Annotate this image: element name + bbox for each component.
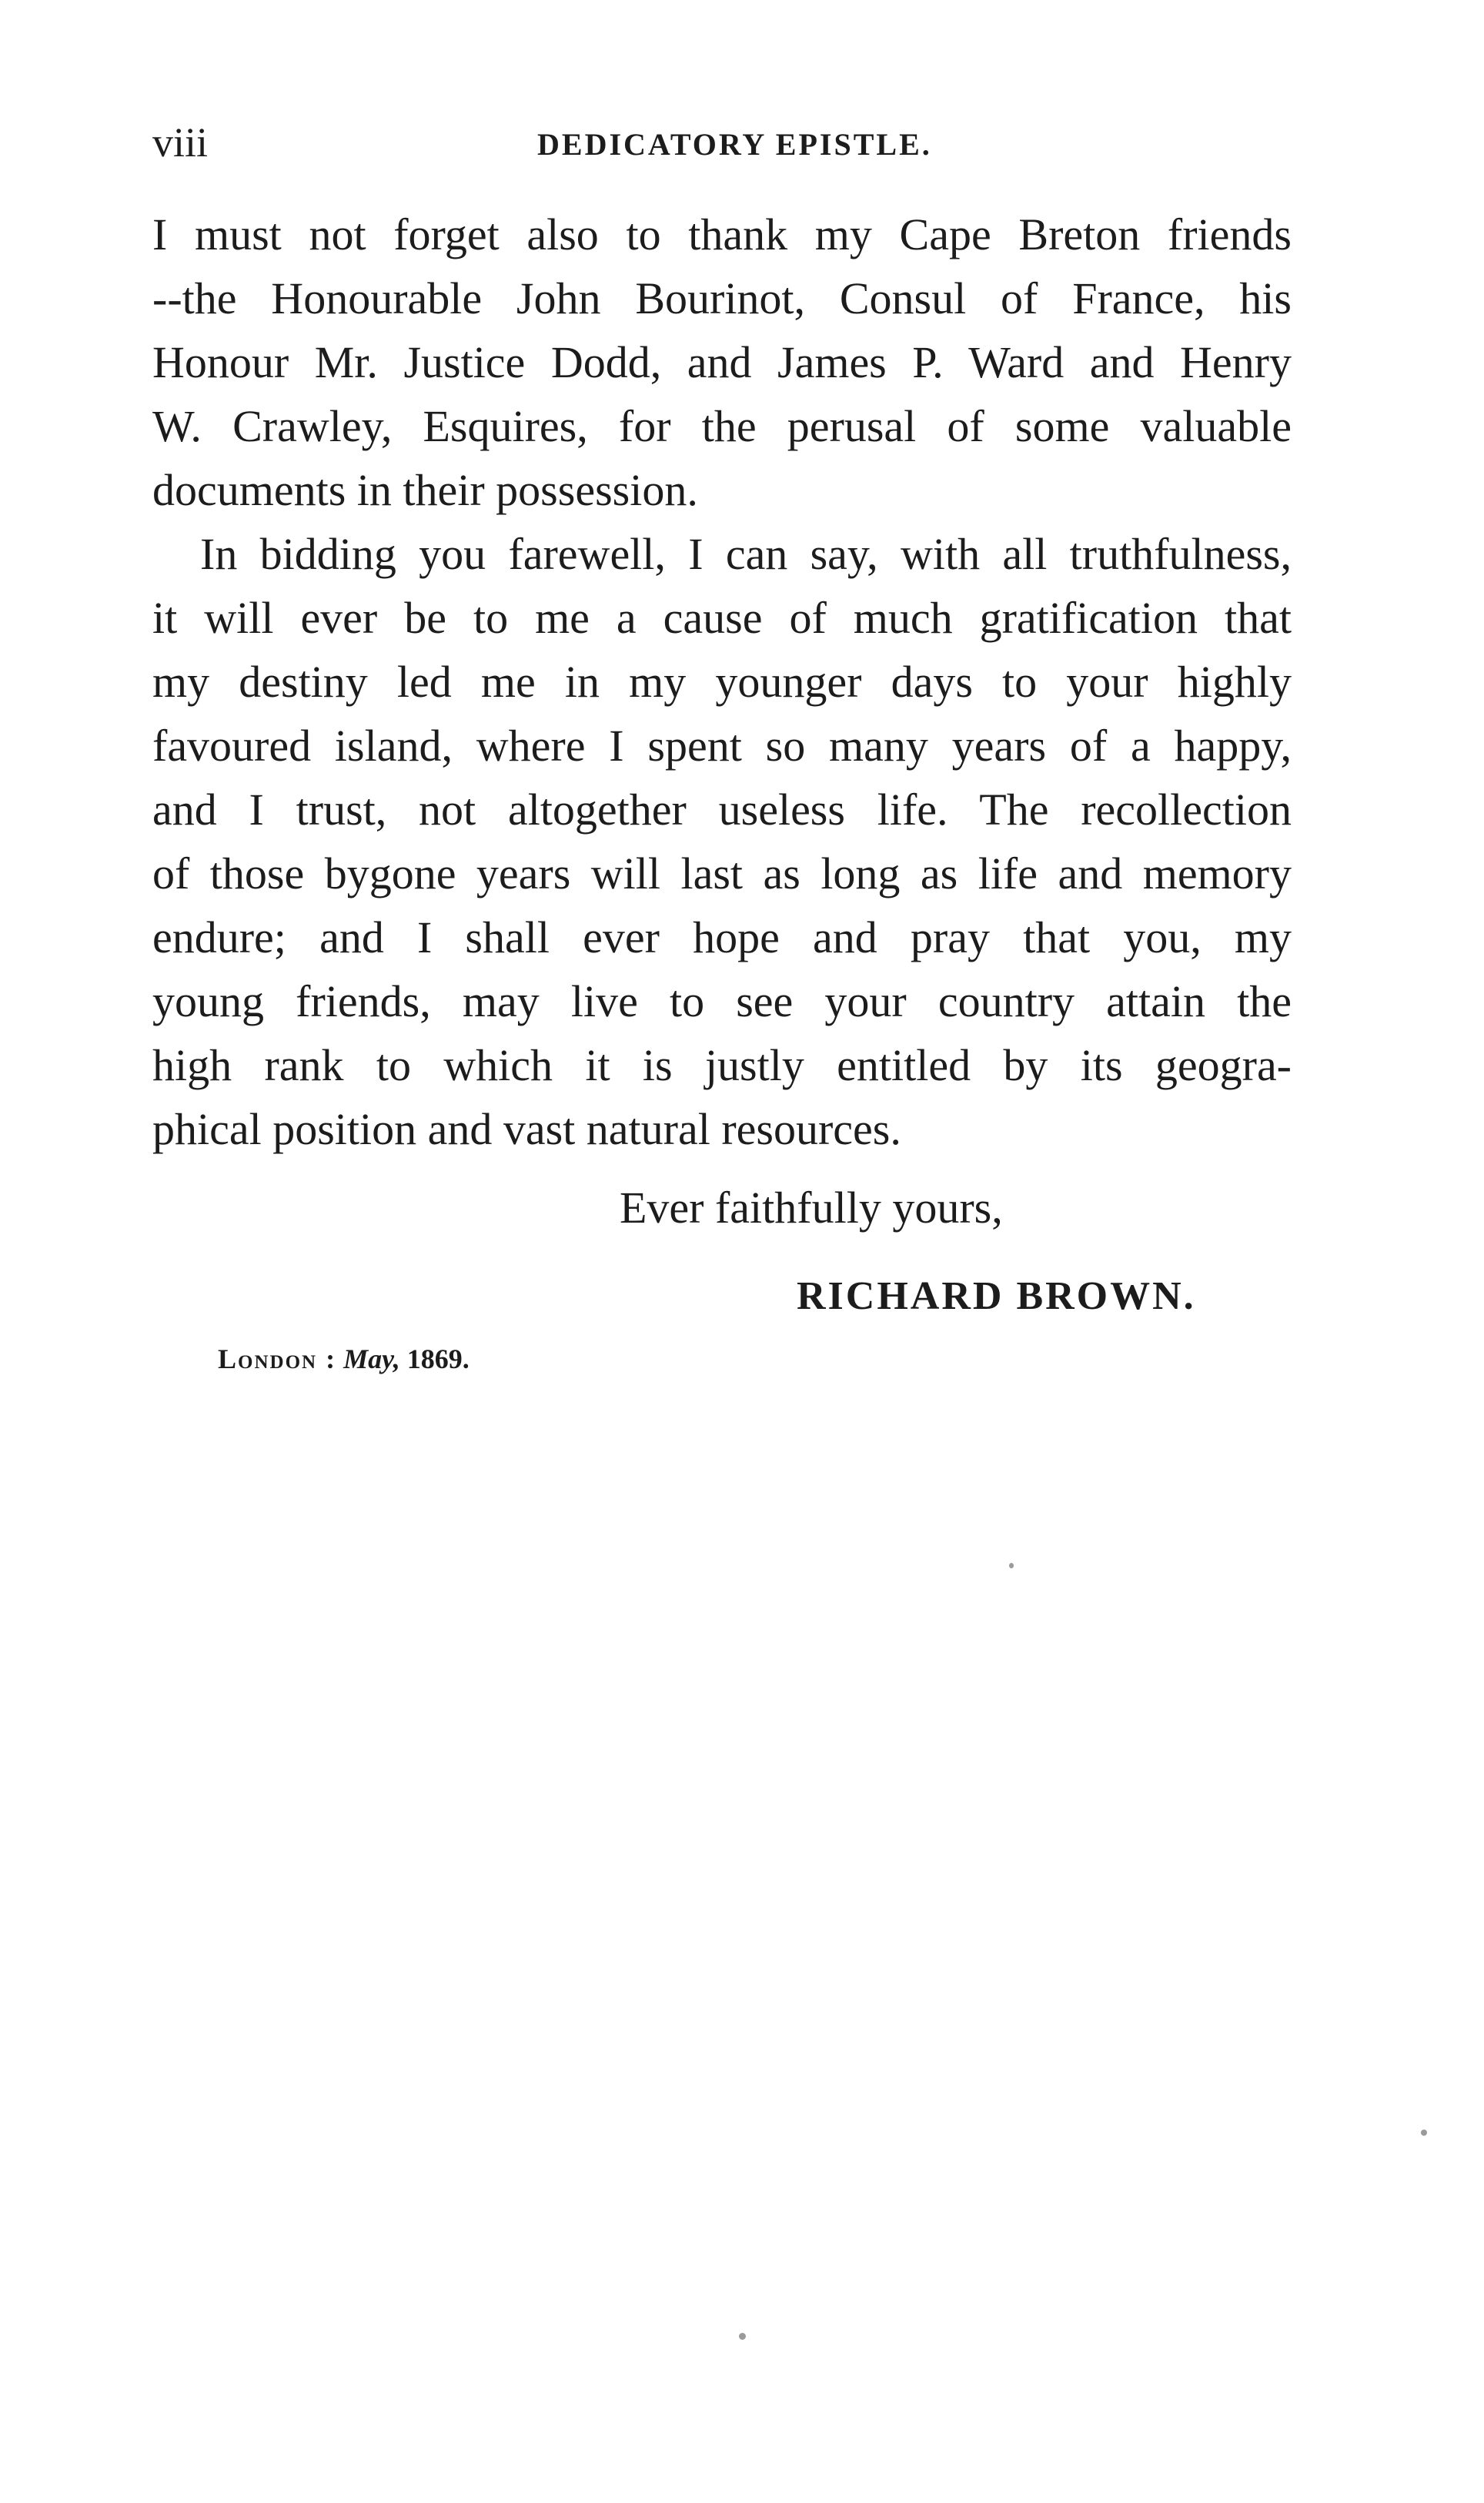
text-line: documents in their possession.: [152, 465, 698, 515]
paper-speck: [1421, 2130, 1427, 2136]
text-line: favoured island, where I spent so many years of a happy,: [152, 721, 1292, 771]
dateline-month: May,: [343, 1344, 400, 1374]
dateline-year: 1869.: [406, 1344, 470, 1374]
text-line: phical position and vast natural resources.: [152, 1104, 901, 1154]
text-line: --the Honourable John Bourinot, Consul of France, his: [152, 273, 1292, 323]
epistle-body: [152, 202, 1292, 1161]
text-line: endure; and I shall ever hope and pray that you, my: [152, 912, 1292, 962]
text-line: I must not forget also to thank my Cape Breton friends: [152, 209, 1292, 259]
page-number: viii: [152, 119, 209, 166]
text-line: of those bygone years will last as long as life and memory: [152, 848, 1292, 898]
paper-speck: [1009, 1563, 1014, 1568]
text-line: W. Crawley, Esquires, for the perusal of some valuable: [152, 401, 1292, 451]
text-line: it will ever be to me a cause of much gratification that: [152, 593, 1292, 643]
dateline-place: London :: [218, 1344, 337, 1374]
paper-speck: [739, 2333, 746, 2340]
text-line: my destiny led me in my younger days to your highly: [152, 657, 1292, 707]
text-line: and I trust, not altogether useless life. The recollection: [152, 785, 1292, 835]
running-head: [152, 115, 1292, 169]
text-line: Honour Mr. Justice Dodd, and James P. Ward and Henry: [152, 337, 1292, 387]
closing-salutation: Ever faithfully yours,: [620, 1183, 1003, 1233]
dateline: [218, 1336, 470, 1382]
running-title: DEDICATORY EPISTLE.: [537, 127, 932, 162]
signature: RICHARD BROWN.: [797, 1274, 1196, 1318]
text-line: young friends, may live to see your country attain the: [152, 976, 1292, 1026]
text-line: high rank to which it is justly entitled by its geogra-: [152, 1040, 1292, 1090]
text-line: In bidding you farewell, I can say, with all truthfulness,: [200, 529, 1292, 579]
